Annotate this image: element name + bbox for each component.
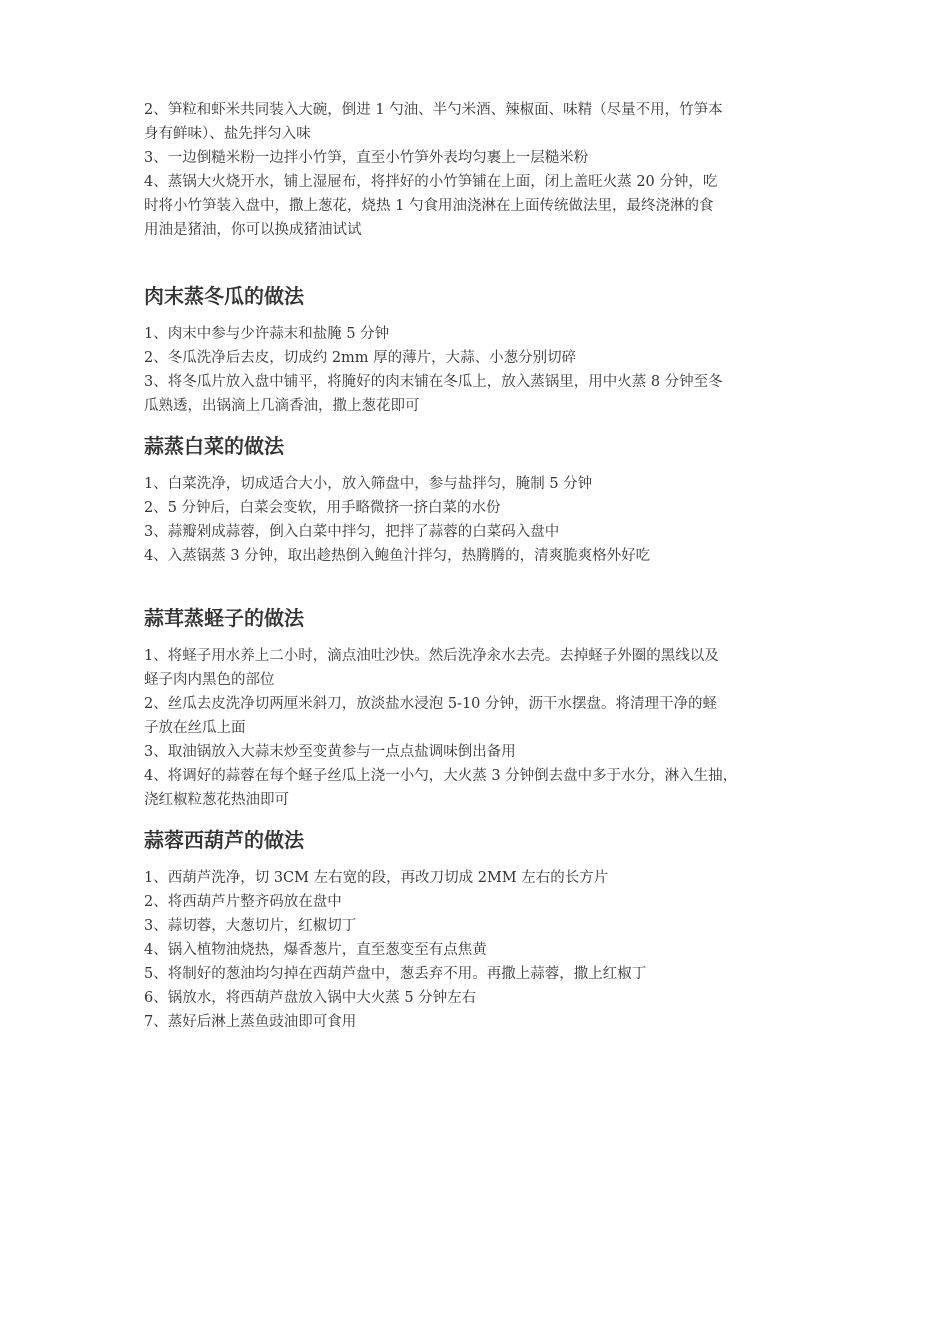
- step-line: 3、一边倒糙米粉一边拌小竹笋，直至小竹笋外表均匀裹上一层糙米粉: [144, 150, 589, 166]
- section-heading: 肉末蒸冬瓜的做法: [144, 284, 304, 308]
- step-line: 1、将蛏子用水养上二小时，滴点油吐沙快。然后洗净汆水去壳。去掉蛏子外圈的黑线以及: [144, 648, 719, 664]
- step-line: 4、锅入植物油烧热，爆香葱片，直至葱变至有点焦黄: [144, 942, 487, 958]
- step-line: 3、将冬瓜片放入盘中铺平，将腌好的肉末铺在冬瓜上，放入蒸锅里，用中火蒸 8 分钟至冬: [144, 374, 723, 390]
- step-line: 7、蒸好后淋上蒸鱼豉油即可食用: [144, 1014, 357, 1030]
- step-line: 3、取油锅放入大蒜末炒至变黄参与一点点盐调味倒出备用: [144, 744, 516, 760]
- step-line: 6、锅放水，将西葫芦盘放入锅中大火蒸 5 分钟左右: [144, 990, 477, 1006]
- step-line: 4、蒸锅大火烧开水，铺上湿屉布，将拌好的小竹笋铺在上面，闭上盖旺火蒸 20 分钟，吃: [144, 174, 718, 190]
- step-line: 瓜熟透，出锅滴上几滴香油，撒上葱花即可: [144, 398, 420, 414]
- section-heading: 蒜茸蒸蛏子的做法: [144, 606, 304, 630]
- step-line: 3、蒜切蓉，大葱切片，红椒切丁: [144, 918, 357, 934]
- step-line: 用油是猪油，你可以换成猪油试试: [144, 222, 362, 238]
- recipe-section-razor-clam: [144, 604, 808, 812]
- step-line: 蛏子肉内黑色的部位: [144, 672, 275, 688]
- step-line: 子放在丝瓜上面: [144, 720, 246, 736]
- step-line: 2、将西葫芦片整齐码放在盘中: [144, 894, 342, 910]
- recipe-section-winter-melon: [144, 282, 808, 418]
- step-line: 2、5 分钟后，白菜会变软，用手略微挤一挤白菜的水份: [144, 500, 501, 516]
- step-line: 身有鲜味）、盐先拌匀入味: [144, 126, 311, 142]
- step-line: 4、将调好的蒜蓉在每个蛏子丝瓜上浇一小勺，大火蒸 3 分钟倒去盘中多于水分，淋入生抽，: [144, 768, 738, 784]
- section-heading: 蒜蒸白菜的做法: [144, 434, 284, 458]
- intro-steps: [144, 98, 808, 242]
- step-line: 5、将制好的葱油均匀掉在西葫芦盘中，葱丢弃不用。再撒上蒜蓉，撒上红椒丁: [144, 966, 647, 982]
- step-line: 2、丝瓜去皮洗净切两厘米斜刀，放淡盐水浸泡 5-10 分钟，沥干水摆盘。将清理干净的蛏: [144, 696, 718, 712]
- step-line: 1、肉末中参与少许蒜末和盐腌 5 分钟: [144, 326, 390, 342]
- step-line: 3、蒜瓣剁成蒜蓉，倒入白菜中拌匀，把拌了蒜蓉的白菜码入盘中: [144, 524, 560, 540]
- step-line: 1、西葫芦洗净，切 3CM 左右宽的段，再改刀切成 2MM 左右的长方片: [144, 870, 609, 886]
- document-page: [144, 98, 808, 1034]
- section-heading: 蒜蓉西葫芦的做法: [144, 828, 304, 852]
- step-line: 4、入蒸锅蒸 3 分钟，取出趁热倒入鲍鱼汁拌匀，热腾腾的，清爽脆爽格外好吃: [144, 548, 651, 564]
- recipe-section-zucchini: [144, 826, 808, 1034]
- step-line: 2、笋粒和虾米共同装入大碗，倒进 1 勺油、半勺米酒、辣椒面、味精（尽量不用，竹笋本: [144, 102, 723, 118]
- step-line: 1、白菜洗净，切成适合大小，放入筛盘中，参与盐拌匀，腌制 5 分钟: [144, 476, 593, 492]
- recipe-section-cabbage: [144, 432, 808, 568]
- step-line: 2、冬瓜洗净后去皮，切成约 2mm 厚的薄片，大蒜、小葱分别切碎: [144, 350, 577, 366]
- step-line: 浇红椒粒葱花热油即可: [144, 792, 289, 808]
- step-line: 时将小竹笋装入盘中，撒上葱花，烧热 1 勺食用油浇淋在上面传统做法里，最终浇淋的食: [144, 198, 714, 214]
